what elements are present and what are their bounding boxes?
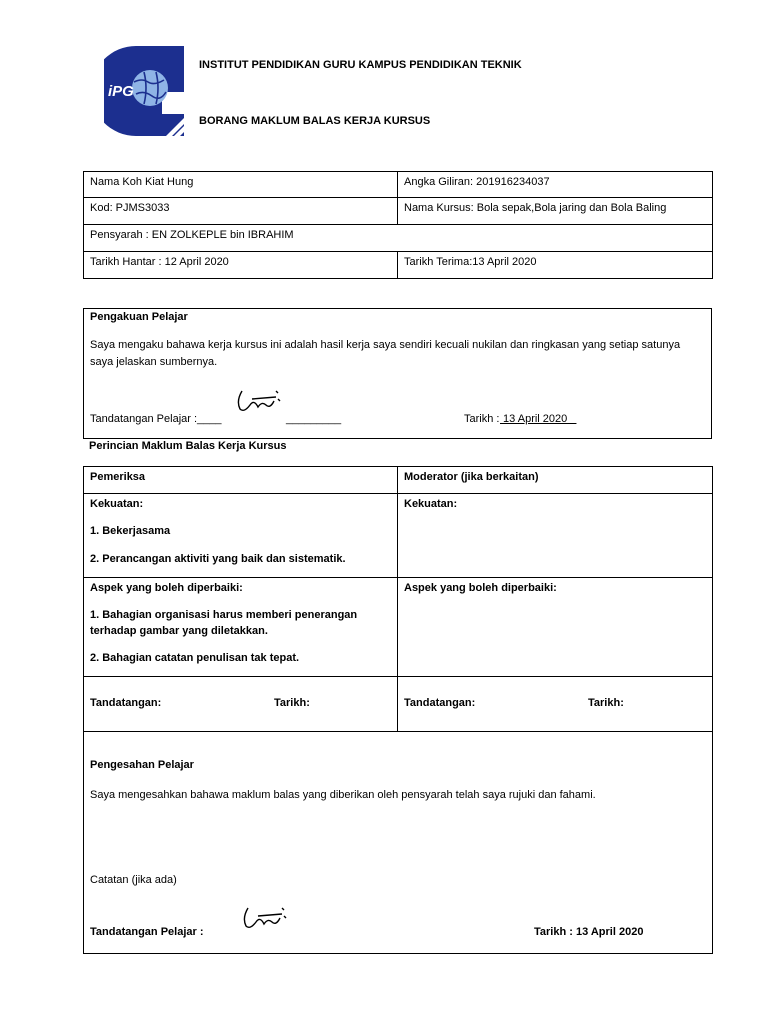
verification-cell bbox=[84, 732, 713, 954]
index-number: Angka Giliran: 201916234037 bbox=[398, 172, 713, 198]
notes-label: Catatan (jika ada) bbox=[90, 874, 177, 886]
student-signature-label: Tandatangan Pelajar :____ bbox=[90, 413, 222, 425]
strengths-moderator bbox=[398, 494, 713, 578]
verification-text: Saya mengesahkan bahawa maklum balas yang diberikan oleh pensyarah telah saya rujuki dan fahami. bbox=[90, 789, 596, 801]
examiner-signature-label: Tandatangan: bbox=[90, 697, 162, 710]
feedback-details-title: Perincian Maklum Balas Kerja Kursus bbox=[89, 440, 287, 452]
verification-signature-label: Tandatangan Pelajar : bbox=[90, 926, 204, 938]
verification-signature bbox=[240, 904, 288, 932]
course-name: Nama Kursus: Bola sepak,Bola jaring dan Bola Baling bbox=[398, 198, 713, 225]
strengths-examiner bbox=[84, 494, 398, 578]
declaration-date-label: Tarikh : bbox=[464, 413, 500, 425]
examiner-date-label: Tarikh: bbox=[274, 697, 310, 710]
ipg-logo bbox=[104, 44, 186, 138]
logo-text: iPG bbox=[108, 83, 134, 100]
strength-item: 1. Bekerjasama bbox=[90, 525, 171, 538]
declaration-date-value: 13 April 2020 bbox=[500, 413, 577, 425]
signature-line: _________ bbox=[286, 413, 342, 425]
receive-date: Tarikh Terima:13 April 2020 bbox=[398, 252, 713, 279]
strengths-label: Kekuatan: bbox=[90, 498, 144, 510]
improvements-label: Aspek yang boleh diperbaiki: bbox=[90, 582, 243, 594]
declaration-title: Pengakuan Pelajar bbox=[90, 311, 188, 323]
moderator-sign-row bbox=[398, 677, 713, 732]
lecturer: Pensyarah : EN ZOLKEPLE bin IBRAHIM bbox=[84, 225, 713, 252]
strengths-moderator-label: Kekuatan: bbox=[404, 498, 458, 510]
improvement-item: 2. Bahagian catatan penulisan tak tepat. bbox=[90, 652, 300, 665]
improvements-examiner bbox=[84, 578, 398, 677]
improvements-moderator-label: Aspek yang boleh diperbaiki: bbox=[404, 582, 557, 594]
declaration-text: Saya mengaku bahawa kerja kursus ini adalah hasil kerja saya sendiri kecuali nukilan dan ringkasan yang setiap satunya saya jelaskan sumbernya. bbox=[90, 339, 681, 368]
examiner-sign-row bbox=[84, 677, 398, 732]
strength-item: 2. Perancangan aktiviti yang baik dan sistematik. bbox=[90, 552, 346, 565]
improvements-moderator bbox=[398, 578, 713, 677]
info-table bbox=[83, 171, 713, 279]
verification-date: Tarikh : 13 April 2020 bbox=[534, 926, 644, 938]
moderator-date-label: Tarikh: bbox=[588, 697, 624, 710]
feedback-table bbox=[83, 466, 713, 954]
moderator-signature-label: Tandatangan: bbox=[404, 697, 476, 710]
verification-title: Pengesahan Pelajar bbox=[90, 759, 194, 771]
institute-name: INSTITUT PENDIDIKAN GURU KAMPUS PENDIDIKAN TEKNIK bbox=[199, 59, 522, 71]
declaration-box bbox=[83, 308, 712, 439]
student-name: Nama Koh Kiat Hung bbox=[84, 172, 398, 198]
examiner-header: Pemeriksa bbox=[84, 467, 398, 494]
form-title: BORANG MAKLUM BALAS KERJA KURSUS bbox=[199, 115, 431, 127]
submit-date: Tarikh Hantar : 12 April 2020 bbox=[84, 252, 398, 279]
course-code: Kod: PJMS3033 bbox=[84, 198, 398, 225]
moderator-header: Moderator (jika berkaitan) bbox=[398, 467, 713, 494]
improvement-item: 1. Bahagian organisasi harus memberi penerangan terhadap gambar yang diletakkan. bbox=[90, 609, 358, 637]
student-signature bbox=[234, 387, 282, 415]
